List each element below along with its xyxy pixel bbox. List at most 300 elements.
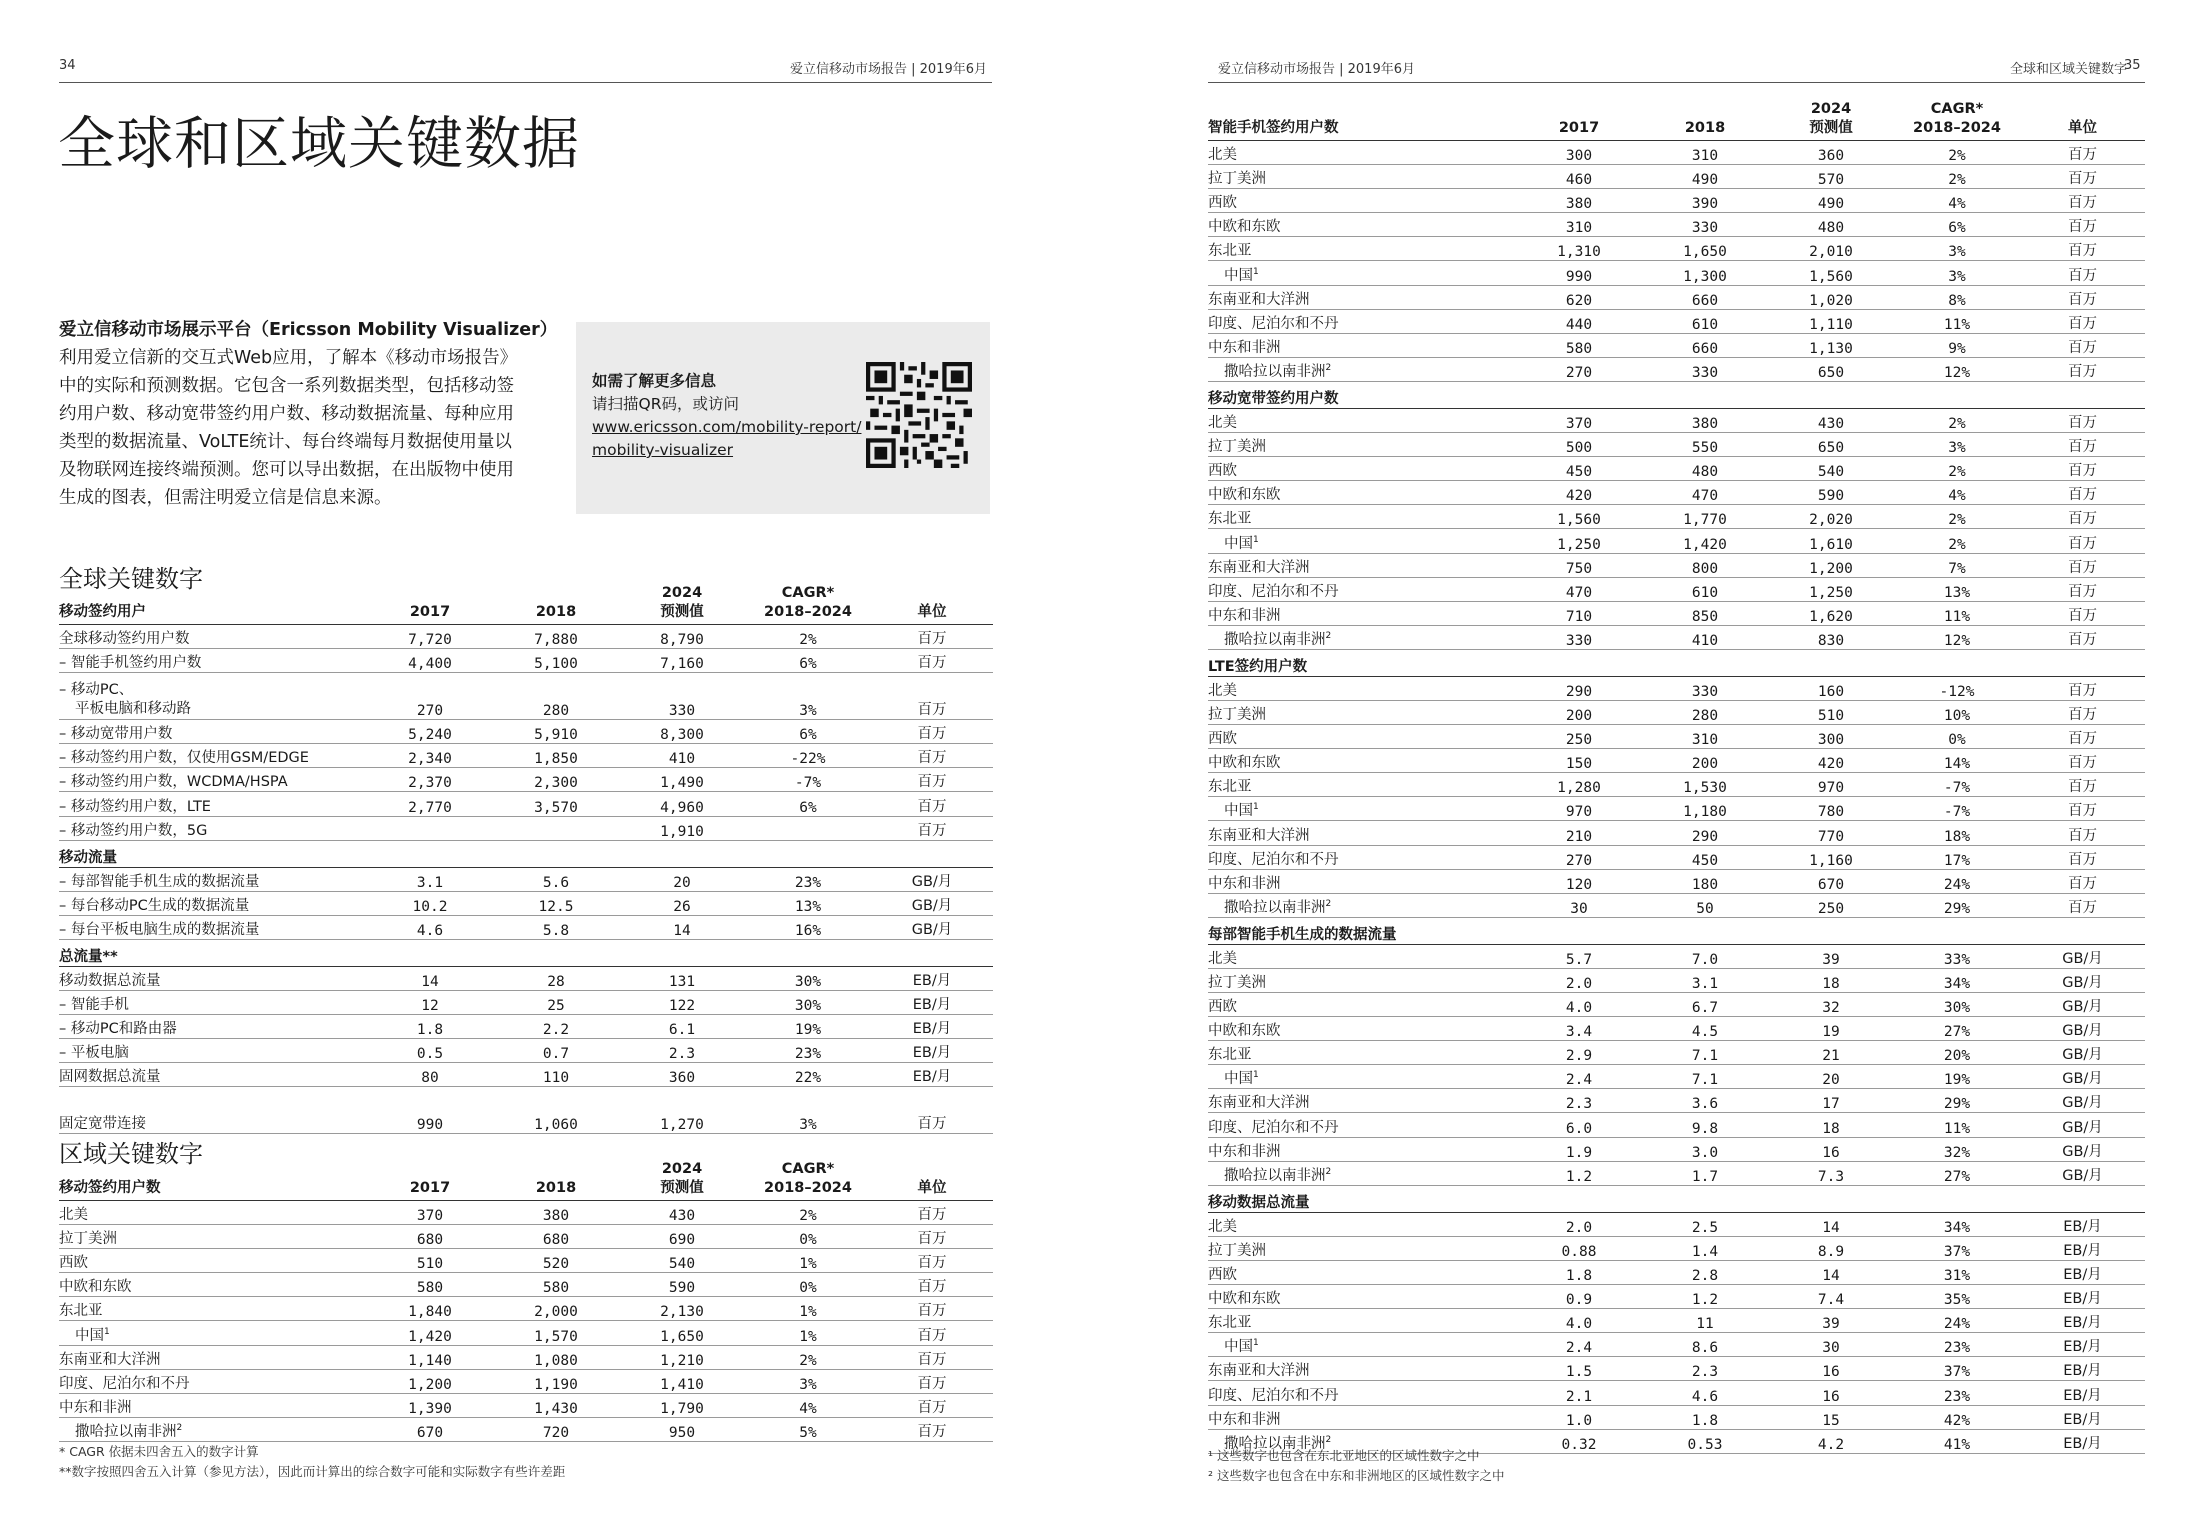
value-unit: 百万 xyxy=(2020,845,2145,869)
row-label-text: – 平板电脑 xyxy=(59,1045,129,1062)
value-unit: 百万 xyxy=(2020,625,2145,649)
row-label-text: – 移动PC和路由器 xyxy=(59,1021,177,1038)
row-label-text: 印度、尼泊尔和不丹 xyxy=(1208,315,1339,332)
table-row xyxy=(1208,213,2145,237)
table-row xyxy=(1208,893,2145,917)
value-unit: GB/月 xyxy=(871,867,993,891)
header-cagr-range: 2018–2024 xyxy=(764,1180,852,1196)
table-row xyxy=(59,768,993,792)
value-2018: 490 xyxy=(1642,165,1768,189)
table-row xyxy=(59,792,993,816)
row-label-text: 中欧和东欧 xyxy=(59,1279,132,1296)
intro-line: 生成的图表，但需注明爱立信是信息来源。 xyxy=(59,488,392,508)
value-2024: 430 xyxy=(619,1201,745,1225)
qr-code-icon xyxy=(866,362,972,468)
footnote-marker: 1 xyxy=(1253,266,1259,277)
value-2024: 122 xyxy=(619,991,745,1015)
value-2018: 12.5 xyxy=(493,891,619,915)
value-2017: 420 xyxy=(1516,481,1642,505)
table-row xyxy=(1208,1405,2145,1429)
value-unit: 百万 xyxy=(2020,676,2145,700)
header-cagr-label: CAGR* xyxy=(781,1161,835,1177)
value-2018: 310 xyxy=(1642,725,1768,749)
table-row xyxy=(1208,821,2145,845)
table-row xyxy=(1208,505,2145,529)
table-row xyxy=(1208,285,2145,309)
row-label xyxy=(59,792,367,816)
value-cagr: 41% xyxy=(1894,1429,2020,1453)
table-header-row xyxy=(59,1160,993,1201)
value-2018: 2,300 xyxy=(493,768,619,792)
table-row xyxy=(1208,625,2145,649)
value-2018 xyxy=(493,816,619,840)
table-row xyxy=(59,915,993,939)
row-label xyxy=(1208,1161,1516,1185)
value-2017: 4.0 xyxy=(1516,993,1642,1017)
value-2017: 4.0 xyxy=(1516,1309,1642,1333)
value-2024: 21 xyxy=(1768,1041,1894,1065)
value-unit: 百万 xyxy=(871,625,993,649)
table-row xyxy=(1208,457,2145,481)
value-cagr: 23% xyxy=(1894,1333,2020,1357)
value-2018: 2.5 xyxy=(1642,1212,1768,1236)
row-label-text: 中国 xyxy=(1224,267,1253,284)
value-unit: GB/月 xyxy=(2020,993,2145,1017)
table-row xyxy=(1208,553,2145,577)
value-2017: 1.8 xyxy=(367,1015,493,1039)
value-2017: 290 xyxy=(1516,676,1642,700)
value-2018: 280 xyxy=(493,673,619,720)
value-2024: 430 xyxy=(1768,408,1894,432)
row-label-text: 东北亚 xyxy=(1208,511,1252,528)
footnote-marker: 2 xyxy=(1325,1434,1332,1445)
value-cagr: 27% xyxy=(1894,1161,2020,1185)
value-2018: 310 xyxy=(1642,141,1768,165)
value-2017: 270 xyxy=(367,673,493,720)
row-label-line-2: 平板电脑和移动路 xyxy=(75,701,191,718)
row-label xyxy=(1208,1333,1516,1357)
header-2024-forecast: 预测值 xyxy=(660,604,704,620)
row-label xyxy=(59,991,367,1015)
value-2017: 680 xyxy=(367,1225,493,1249)
row-label xyxy=(1208,601,1516,625)
value-2017: 1,280 xyxy=(1516,773,1642,797)
table-row xyxy=(1208,357,2145,381)
row-label xyxy=(1208,821,1516,845)
value-unit: 百万 xyxy=(2020,237,2145,261)
value-2017: 510 xyxy=(367,1249,493,1273)
table-row xyxy=(1208,1089,2145,1113)
table-row xyxy=(1208,725,2145,749)
value-2024: 1,020 xyxy=(1768,285,1894,309)
value-unit: GB/月 xyxy=(2020,1161,2145,1185)
value-unit: GB/月 xyxy=(2020,1089,2145,1113)
value-cagr: 6% xyxy=(1894,213,2020,237)
footnote-marker: 2 xyxy=(1325,1166,1332,1177)
value-cagr: 24% xyxy=(1894,869,2020,893)
header-2018: 2018 xyxy=(1642,100,1768,141)
value-unit: EB/月 xyxy=(2020,1212,2145,1236)
value-cagr: 11% xyxy=(1894,309,2020,333)
notes-left xyxy=(59,1442,565,1482)
value-2018: 2.8 xyxy=(1642,1260,1768,1284)
row-label-text: 印度、尼泊尔和不丹 xyxy=(1208,583,1339,600)
value-2024: 15 xyxy=(1768,1405,1894,1429)
value-2018: 8.6 xyxy=(1642,1333,1768,1357)
row-label xyxy=(1208,408,1516,432)
value-2024: 1,210 xyxy=(619,1345,745,1369)
table-row xyxy=(59,1345,993,1369)
value-unit: GB/月 xyxy=(2020,944,2145,968)
row-label-text: – 移动签约用户数，仅使用GSM/EDGE xyxy=(59,750,309,767)
value-cagr: 0% xyxy=(745,1225,871,1249)
table-group-heading xyxy=(1208,381,2145,408)
value-2017: 500 xyxy=(1516,433,1642,457)
row-label-text: 中欧和东欧 xyxy=(1208,1291,1281,1308)
row-label-text: 中东和非洲 xyxy=(1208,1411,1281,1428)
value-2024: 2.3 xyxy=(619,1039,745,1063)
value-cagr: 9% xyxy=(1894,333,2020,357)
value-2017: 7,720 xyxy=(367,625,493,649)
value-2024: 4,960 xyxy=(619,792,745,816)
value-cagr: 32% xyxy=(1894,1137,2020,1161)
value-2017: 5,240 xyxy=(367,720,493,744)
value-2024: 16 xyxy=(1768,1381,1894,1405)
value-2024: 131 xyxy=(619,966,745,990)
value-2018: 660 xyxy=(1642,285,1768,309)
value-cagr: 0% xyxy=(1894,725,2020,749)
value-2024: 540 xyxy=(619,1249,745,1273)
value-2017: 300 xyxy=(1516,141,1642,165)
value-cagr: -7% xyxy=(745,768,871,792)
row-label xyxy=(1208,968,1516,992)
value-2024: 7,160 xyxy=(619,649,745,673)
row-label-text: 撒哈拉以南非洲 xyxy=(1224,363,1326,380)
row-label xyxy=(59,1249,367,1273)
value-2017: 0.5 xyxy=(367,1039,493,1063)
value-unit: EB/月 xyxy=(2020,1285,2145,1309)
table-row xyxy=(1208,601,2145,625)
value-2017: 2,340 xyxy=(367,744,493,768)
row-label xyxy=(1208,1065,1516,1089)
row-label xyxy=(59,720,367,744)
value-unit: GB/月 xyxy=(2020,1065,2145,1089)
value-2017: 2.0 xyxy=(1516,1212,1642,1236)
value-2024: 16 xyxy=(1768,1357,1894,1381)
table-row xyxy=(59,1109,993,1133)
value-2018: 330 xyxy=(1642,357,1768,381)
value-2017: 750 xyxy=(1516,553,1642,577)
value-2017: 990 xyxy=(1516,261,1642,285)
value-cagr: 2% xyxy=(1894,141,2020,165)
right-section-name: 全球和区域关键数字 xyxy=(2010,62,2128,77)
group-heading-label: 每部智能手机生成的数据流量 xyxy=(1208,917,2145,944)
value-2018: 330 xyxy=(1642,676,1768,700)
row-label xyxy=(59,1201,367,1225)
value-2024: 1,110 xyxy=(1768,309,1894,333)
value-2024: 14 xyxy=(1768,1260,1894,1284)
value-unit: 百万 xyxy=(2020,553,2145,577)
value-cagr: 19% xyxy=(745,1015,871,1039)
table-row xyxy=(1208,1309,2145,1333)
regional-section-title: 区域关键数字 xyxy=(59,1140,203,1168)
value-cagr: 22% xyxy=(745,1063,871,1087)
value-cagr: 13% xyxy=(745,891,871,915)
table-row xyxy=(59,1297,993,1321)
table-row xyxy=(59,816,993,840)
table-group-heading xyxy=(1208,917,2145,944)
row-label-text: 拉丁美洲 xyxy=(1208,1242,1266,1259)
value-2018: 3.6 xyxy=(1642,1089,1768,1113)
value-cagr: 11% xyxy=(1894,1113,2020,1137)
qr-line-2: 请扫描QR码，或访问 xyxy=(592,395,739,413)
group-heading-label: LTE签约用户数 xyxy=(1208,649,2145,676)
table-row xyxy=(1208,993,2145,1017)
value-unit: 百万 xyxy=(2020,797,2145,821)
row-label xyxy=(1208,141,1516,165)
value-2017: 1,250 xyxy=(1516,529,1642,553)
value-2024: 2,020 xyxy=(1768,505,1894,529)
value-cagr: -7% xyxy=(1894,797,2020,821)
value-2018: 1,530 xyxy=(1642,773,1768,797)
table-row xyxy=(1208,1260,2145,1284)
value-unit: GB/月 xyxy=(871,891,993,915)
value-unit: 百万 xyxy=(2020,357,2145,381)
row-label xyxy=(59,1369,367,1393)
row-label xyxy=(59,1321,367,1345)
group-heading-label: 移动宽带签约用户数 xyxy=(1208,381,2145,408)
value-cagr: 3% xyxy=(1894,433,2020,457)
value-2024: 1,490 xyxy=(619,768,745,792)
value-2017: 150 xyxy=(1516,749,1642,773)
value-2018: 1,650 xyxy=(1642,237,1768,261)
value-cagr: 17% xyxy=(1894,845,2020,869)
value-2018: 850 xyxy=(1642,601,1768,625)
value-2018: 800 xyxy=(1642,553,1768,577)
footnote-rounding: **数字按照四舍五入计算（参见方法），因此而计算出的综合数字可能和实际数字有些许差距 xyxy=(59,1464,566,1479)
value-2024: 1,650 xyxy=(619,1321,745,1345)
value-2018: 450 xyxy=(1642,845,1768,869)
value-cagr: 8% xyxy=(1894,285,2020,309)
row-label xyxy=(1208,1236,1516,1260)
table-row xyxy=(59,1039,993,1063)
value-unit: 百万 xyxy=(2020,773,2145,797)
row-label xyxy=(59,744,367,768)
table-row xyxy=(1208,869,2145,893)
value-2018: 390 xyxy=(1642,189,1768,213)
group-heading-label: 移动流量 xyxy=(59,840,993,867)
value-2024: 39 xyxy=(1768,944,1894,968)
row-label xyxy=(59,1393,367,1417)
row-label-text: 印度、尼泊尔和不丹 xyxy=(1208,1387,1339,1404)
value-unit: EB/月 xyxy=(2020,1429,2145,1453)
value-2018: 550 xyxy=(1642,433,1768,457)
value-unit: GB/月 xyxy=(2020,1041,2145,1065)
table-row xyxy=(1208,189,2145,213)
row-label-text: 中国 xyxy=(1224,535,1253,552)
row-label xyxy=(59,915,367,939)
table-row xyxy=(1208,333,2145,357)
qr-text xyxy=(592,370,861,462)
row-label xyxy=(59,816,367,840)
row-label xyxy=(1208,213,1516,237)
value-unit: 百万 xyxy=(871,1225,993,1249)
row-label xyxy=(59,1015,367,1039)
value-2017: 4,400 xyxy=(367,649,493,673)
value-unit: 百万 xyxy=(871,1417,993,1441)
table-row xyxy=(59,1225,993,1249)
value-cagr: 1% xyxy=(745,1297,871,1321)
table-row xyxy=(59,991,993,1015)
row-label-text: 拉丁美洲 xyxy=(1208,707,1266,724)
row-label-text: – 每部智能手机生成的数据流量 xyxy=(59,873,260,890)
value-2017: 1,310 xyxy=(1516,237,1642,261)
footnote-marker: 1 xyxy=(1253,1338,1259,1349)
value-2017: 370 xyxy=(367,1201,493,1225)
value-2017: 1,420 xyxy=(367,1321,493,1345)
row-label xyxy=(1208,1113,1516,1137)
value-2017: 1,200 xyxy=(367,1369,493,1393)
table-row xyxy=(59,1321,993,1345)
value-unit: 百万 xyxy=(871,720,993,744)
row-label xyxy=(1208,700,1516,724)
row-label-text: 东南亚和大洋洲 xyxy=(1208,827,1310,844)
row-label-text: 中国 xyxy=(75,1327,104,1344)
value-2017: 14 xyxy=(367,966,493,990)
table-header-row xyxy=(59,584,993,625)
value-2017: 2.1 xyxy=(1516,1381,1642,1405)
value-unit: EB/月 xyxy=(2020,1236,2145,1260)
row-label xyxy=(1208,577,1516,601)
value-unit: GB/月 xyxy=(2020,1137,2145,1161)
table-row xyxy=(1208,237,2145,261)
visualizer-link-2[interactable]: mobility-visualizer xyxy=(592,441,734,459)
row-label xyxy=(1208,1381,1516,1405)
value-2017: 970 xyxy=(1516,797,1642,821)
value-cagr: 30% xyxy=(745,966,871,990)
row-label xyxy=(1208,1089,1516,1113)
row-label xyxy=(1208,773,1516,797)
value-2024: 1,790 xyxy=(619,1393,745,1417)
row-label xyxy=(1208,333,1516,357)
row-label-text: 东南亚和大洋洲 xyxy=(1208,1363,1310,1380)
table-row xyxy=(1208,1017,2145,1041)
value-2018: 280 xyxy=(1642,700,1768,724)
value-cagr: 42% xyxy=(1894,1405,2020,1429)
value-unit: 百万 xyxy=(871,1109,993,1133)
value-cagr: 2% xyxy=(1894,505,2020,529)
value-cagr: 3% xyxy=(745,673,871,720)
value-2018: 1,060 xyxy=(493,1109,619,1133)
row-label xyxy=(1208,189,1516,213)
value-cagr: 2% xyxy=(745,1201,871,1225)
header-cagr-label: CAGR* xyxy=(781,585,835,601)
table-row xyxy=(1208,309,2145,333)
value-cagr: 6% xyxy=(745,649,871,673)
value-2017: 12 xyxy=(367,991,493,1015)
value-2018: 5.8 xyxy=(493,915,619,939)
footnote-marker: 1 xyxy=(104,1326,110,1337)
row-label-text: 东南亚和大洋洲 xyxy=(1208,1095,1310,1112)
value-2017: 2,770 xyxy=(367,792,493,816)
value-2024: 1,270 xyxy=(619,1109,745,1133)
value-2018: 0.7 xyxy=(493,1039,619,1063)
row-label-text: – 移动签约用户数，LTE xyxy=(59,798,211,815)
value-2017: 3.4 xyxy=(1516,1017,1642,1041)
value-cagr: 1% xyxy=(745,1321,871,1345)
header-label: 移动签约用户 xyxy=(59,584,367,625)
header-2018: 2018 xyxy=(493,584,619,625)
value-unit: EB/月 xyxy=(2020,1309,2145,1333)
value-2018: 1,080 xyxy=(493,1345,619,1369)
row-label xyxy=(1208,749,1516,773)
value-unit: 百万 xyxy=(2020,577,2145,601)
value-2024: 650 xyxy=(1768,433,1894,457)
value-2017: 5.7 xyxy=(1516,944,1642,968)
value-2018: 610 xyxy=(1642,577,1768,601)
value-unit: 百万 xyxy=(2020,333,2145,357)
table-header-row xyxy=(1208,100,2145,141)
value-2017: 1.2 xyxy=(1516,1161,1642,1185)
value-2017: 440 xyxy=(1516,309,1642,333)
visualizer-link-1[interactable]: www.ericsson.com/mobility-report/ xyxy=(592,418,862,436)
value-cagr: 14% xyxy=(1894,749,2020,773)
row-label-text: 中欧和东欧 xyxy=(1208,487,1281,504)
value-cagr: 2% xyxy=(1894,408,2020,432)
header-2024 xyxy=(619,584,745,625)
value-2018: 580 xyxy=(493,1273,619,1297)
value-2024: 14 xyxy=(619,915,745,939)
value-2018: 520 xyxy=(493,1249,619,1273)
value-2024: 490 xyxy=(1768,189,1894,213)
value-2024: 32 xyxy=(1768,993,1894,1017)
table-row xyxy=(1208,1041,2145,1065)
row-label xyxy=(1208,797,1516,821)
value-unit: 百万 xyxy=(871,1393,993,1417)
value-cagr: 11% xyxy=(1894,601,2020,625)
value-unit: 百万 xyxy=(2020,213,2145,237)
row-label-text: 北美 xyxy=(1208,415,1237,432)
intro-line: 中的实际和预测数据。它包含一系列数据类型，包括移动签 xyxy=(59,376,514,396)
value-2024: 39 xyxy=(1768,1309,1894,1333)
value-2024: 330 xyxy=(619,673,745,720)
value-2018: 1,570 xyxy=(493,1321,619,1345)
value-cagr: 0% xyxy=(745,1273,871,1297)
row-label xyxy=(1208,553,1516,577)
value-unit: GB/月 xyxy=(2020,1113,2145,1137)
table-row xyxy=(1208,749,2145,773)
global-key-figures-table xyxy=(59,584,993,1134)
row-label xyxy=(1208,1017,1516,1041)
value-2018: 110 xyxy=(493,1063,619,1087)
row-label xyxy=(1208,237,1516,261)
value-unit: EB/月 xyxy=(871,1039,993,1063)
row-label-text: 东北亚 xyxy=(1208,779,1252,796)
value-2024: 1,610 xyxy=(1768,529,1894,553)
value-cagr: 18% xyxy=(1894,821,2020,845)
row-label xyxy=(59,891,367,915)
row-label-text: 拉丁美洲 xyxy=(1208,439,1266,456)
value-2024: 1,560 xyxy=(1768,261,1894,285)
qr-info-box xyxy=(576,322,990,514)
value-unit: 百万 xyxy=(871,1273,993,1297)
header-2024-forecast: 预测值 xyxy=(1809,120,1853,136)
value-unit: GB/月 xyxy=(871,915,993,939)
value-cagr: 4% xyxy=(1894,189,2020,213)
header-unit: 单位 xyxy=(2020,100,2145,141)
header-2017: 2017 xyxy=(367,1160,493,1201)
value-2024: 30 xyxy=(1768,1333,1894,1357)
